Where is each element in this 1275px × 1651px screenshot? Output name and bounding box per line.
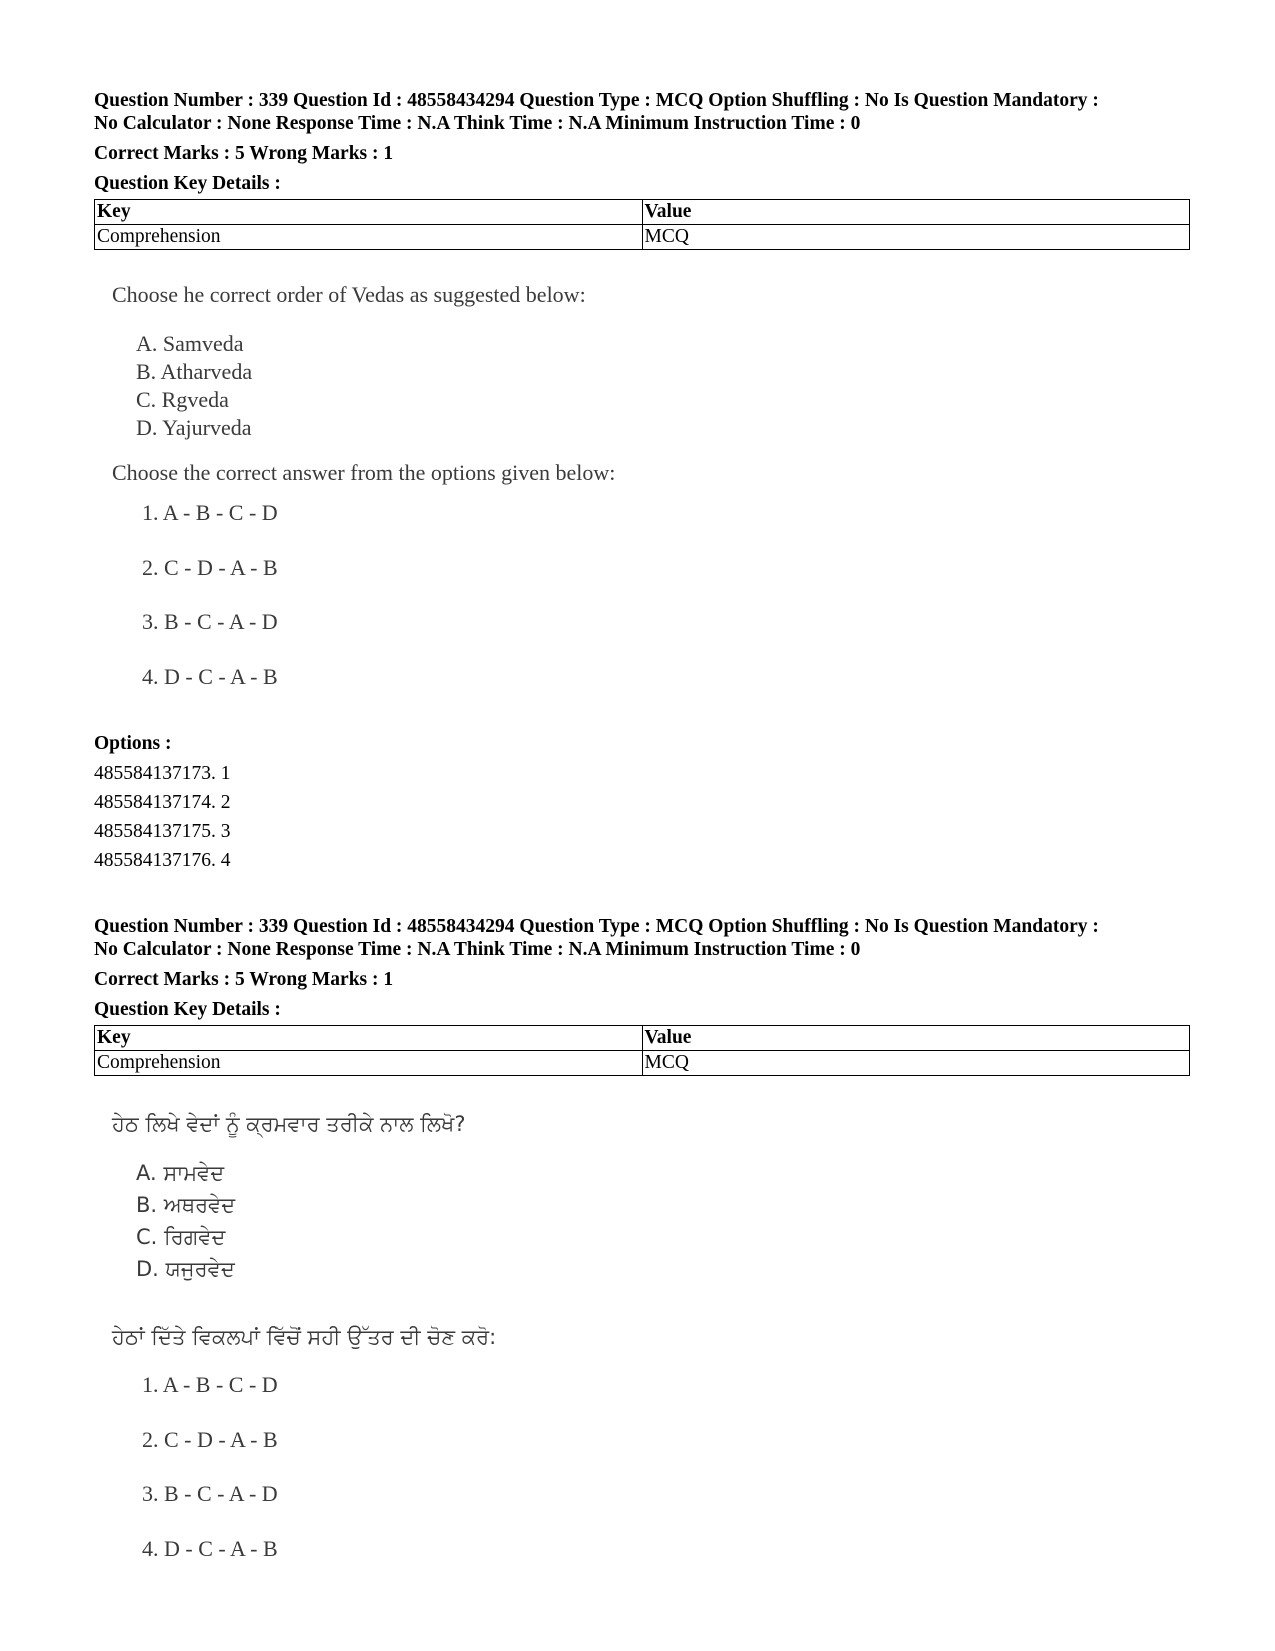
question-block-1 — [94, 89, 1190, 250]
value-cell: MCQ — [642, 225, 1190, 250]
key-header-cell: Key — [95, 1026, 643, 1051]
value-header-cell: Value — [642, 1026, 1190, 1051]
question-image-2 — [94, 1109, 1190, 1285]
list-item: B. Atharveda — [136, 359, 253, 384]
key-table-row — [95, 225, 1190, 250]
key-details-table — [94, 199, 1190, 250]
key-details-label: Question Key Details : — [94, 173, 281, 194]
list-item: A. Samveda — [136, 331, 244, 356]
question-meta-line-1: Question Number : 339 Question Id : 48558434294 Question Type : MCQ Option Shuffling : No Is Question Mandatory : — [94, 916, 1099, 937]
question-instruction-1 — [94, 460, 1190, 486]
question-meta-line-2: No Calculator : None Response Time : N.A Think Time : N.A Minimum Instruction Time : 0 — [94, 939, 861, 960]
choice-item: 2. C - D - A - B — [142, 1426, 278, 1452]
question-stem: ਹੇਠ ਲਿਖੇ ਵੇਦਾਂ ਨੂੰ ਕ੍ਰਮਵਾਰ ਤਰੀਕੇ ਨਾਲ ਲਿਖੋ? — [112, 1112, 466, 1136]
question-block-2 — [94, 915, 1190, 1076]
choice-item: 1. A - B - C - D — [142, 1372, 278, 1397]
option-item: 485584137175. 3 — [94, 821, 231, 842]
key-table-row — [95, 1051, 1190, 1076]
list-item: A. ਸਾਮਵੇਦ — [136, 1161, 225, 1185]
choice-item: 3. B - C - A - D — [142, 1481, 278, 1506]
instruction-text: Choose the correct answer from the options given below: — [112, 460, 616, 485]
choice-item: 1. A - B - C - D — [142, 500, 278, 525]
question-instruction-2 — [94, 1322, 1190, 1352]
list-item: C. Rgveda — [136, 387, 229, 412]
list-item: C. ਰਿਗਵੇਦ — [136, 1225, 226, 1249]
option-item: 485584137176. 4 — [94, 850, 231, 871]
question-image-1 — [94, 282, 1190, 442]
key-details-label: Question Key Details : — [94, 999, 281, 1020]
question-meta-line-2: No Calculator : None Response Time : N.A Think Time : N.A Minimum Instruction Time : 0 — [94, 113, 861, 134]
question-stem: Choose he correct order of Vedas as suggested below: — [112, 282, 586, 307]
choice-item: 4. D - C - A - B — [142, 663, 278, 689]
choice-item: 2. C - D - A - B — [142, 554, 278, 580]
options-label: Options : — [94, 733, 172, 754]
key-table-header-row — [95, 200, 1190, 225]
key-details-table — [94, 1025, 1190, 1076]
option-item: 485584137174. 2 — [94, 792, 231, 813]
choice-item: 4. D - C - A - B — [142, 1535, 278, 1561]
marks-line: Correct Marks : 5 Wrong Marks : 1 — [94, 143, 394, 164]
options-section — [94, 732, 1190, 875]
key-header-cell: Key — [95, 200, 643, 225]
option-item: 485584137173. 1 — [94, 763, 231, 784]
list-item: D. Yajurveda — [136, 415, 252, 440]
marks-line: Correct Marks : 5 Wrong Marks : 1 — [94, 969, 394, 990]
item-list — [94, 1157, 1190, 1285]
list-item: B. ਅਥਰਵੇਦ — [136, 1193, 236, 1217]
value-cell: MCQ — [642, 1051, 1190, 1076]
instruction-text: ਹੇਠਾਂ ਦਿੱਤੇ ਵਿਕਲਪਾਂ ਵਿੱਚੋਂ ਸਹੀ ਉੱਤਰ ਦੀ ਚੋਣ ਕਰੋ: — [112, 1325, 497, 1349]
key-cell: Comprehension — [95, 1051, 643, 1076]
key-cell: Comprehension — [95, 225, 643, 250]
list-item: D. ਯਜੁਰਵੇਦ — [136, 1257, 235, 1281]
key-table-header-row — [95, 1026, 1190, 1051]
item-list — [94, 330, 1190, 442]
choice-item: 3. B - C - A - D — [142, 609, 278, 634]
choice-list-2 — [94, 1372, 1190, 1590]
value-header-cell: Value — [642, 200, 1190, 225]
choice-list-1 — [94, 500, 1190, 718]
question-meta-line-1: Question Number : 339 Question Id : 48558434294 Question Type : MCQ Option Shuffling : No Is Question Mandatory : — [94, 90, 1099, 111]
